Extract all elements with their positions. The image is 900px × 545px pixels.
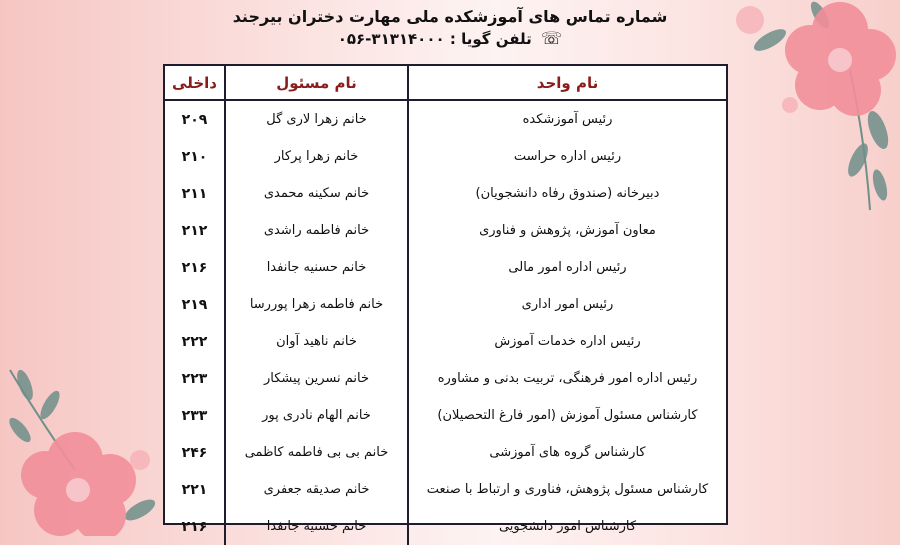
- phone-number: ۰۵۶-۳۱۳۱۴۰۰۰: [337, 30, 445, 48]
- unit-cell: رئیس اداره خدمات آموزش: [408, 323, 726, 360]
- page-title: شماره تماس های آموزشکده ملی مهارت دختران بیرجند: [232, 7, 668, 26]
- name-cell: خانم نسرین پیشکار: [225, 360, 408, 397]
- unit-cell: رئیس اداره حراست: [408, 138, 726, 175]
- contacts-table: [165, 66, 726, 545]
- name-cell: خانم فاطمه راشدی: [225, 212, 408, 249]
- unit-cell: رئیس اداره امور مالی: [408, 249, 726, 286]
- name-cell: خانم صدیقه جعفری: [225, 471, 408, 508]
- table-header-row: [165, 66, 726, 100]
- flower-center: [66, 478, 90, 502]
- unit-cell: کارشناس مسئول پژوهش، فناوری و ارتباط با صنعت: [408, 471, 726, 508]
- ext-cell: ۲۴۶: [181, 444, 208, 461]
- column-header-ext: داخلی: [165, 66, 225, 100]
- ext-cell: ۲۱۲: [181, 222, 208, 239]
- ext-cell: ۲۲۳: [181, 370, 208, 387]
- table-row: [165, 249, 726, 286]
- unit-cell: رئیس امور اداری: [408, 286, 726, 323]
- contacts-table-wrapper: [163, 64, 728, 535]
- table-row: [165, 471, 726, 508]
- name-cell: خانم حسنیه جانفدا: [225, 249, 408, 286]
- flower-center: [828, 48, 852, 72]
- ext-cell: ۲۱۱: [181, 185, 208, 202]
- flower-top-right: [730, 0, 900, 215]
- unit-cell: کارشناس مسئول آموزش (امور فارغ التحصیلان): [408, 397, 726, 434]
- ext-cell: ۲۳۳: [181, 407, 208, 424]
- unit-cell: رئیس آموزشکده: [408, 100, 726, 138]
- unit-cell: دبیرخانه (صندوق رفاه دانشجویان): [408, 175, 726, 212]
- name-cell: خانم بی بی فاطمه کاظمی: [225, 434, 408, 471]
- table-row: [165, 508, 726, 545]
- name-cell: خانم ناهید آوان: [225, 323, 408, 360]
- name-cell: خانم فاطمه زهرا پوررسا: [225, 286, 408, 323]
- name-cell: خانم حسنیه جانفدا: [225, 508, 408, 545]
- table-row: [165, 397, 726, 434]
- flower-bottom-left: [0, 360, 170, 536]
- name-cell: خانم زهرا پرکار: [225, 138, 408, 175]
- ext-cell: ۲۱۶: [181, 518, 208, 535]
- name-cell: خانم سکینه محمدی: [225, 175, 408, 212]
- ext-cell: ۲۰۹: [181, 111, 208, 128]
- table-row: [165, 212, 726, 249]
- ext-cell: ۲۱۰: [181, 148, 208, 165]
- table-row: [165, 434, 726, 471]
- phone-label: تلفن گویا :: [449, 30, 532, 48]
- table-row: [165, 100, 726, 138]
- ext-cell: ۲۱۶: [181, 259, 208, 276]
- ext-cell: ۲۲۱: [181, 481, 208, 498]
- unit-cell: معاون آموزش، پژوهش و فناوری: [408, 212, 726, 249]
- ext-cell: ۲۱۹: [181, 296, 208, 313]
- name-cell: خانم الهام نادری پور: [225, 397, 408, 434]
- table-row: [165, 323, 726, 360]
- table-row: [165, 286, 726, 323]
- table-row: [165, 360, 726, 397]
- unit-cell: رئیس اداره امور فرهنگی، تربیت بدنی و مشاوره: [408, 360, 726, 397]
- table-row: [165, 138, 726, 175]
- telephone-icon: ☏: [541, 29, 563, 49]
- ext-cell: ۲۲۲: [181, 333, 208, 350]
- unit-cell: کارشناس گروه های آموزشی: [408, 434, 726, 471]
- table-row: [165, 175, 726, 212]
- column-header-name: نام مسئول: [225, 66, 408, 100]
- name-cell: خانم زهرا لاری گل: [225, 100, 408, 138]
- unit-cell: کارشناس امور دانشجویی: [408, 508, 726, 545]
- column-header-unit: نام واحد: [408, 66, 726, 100]
